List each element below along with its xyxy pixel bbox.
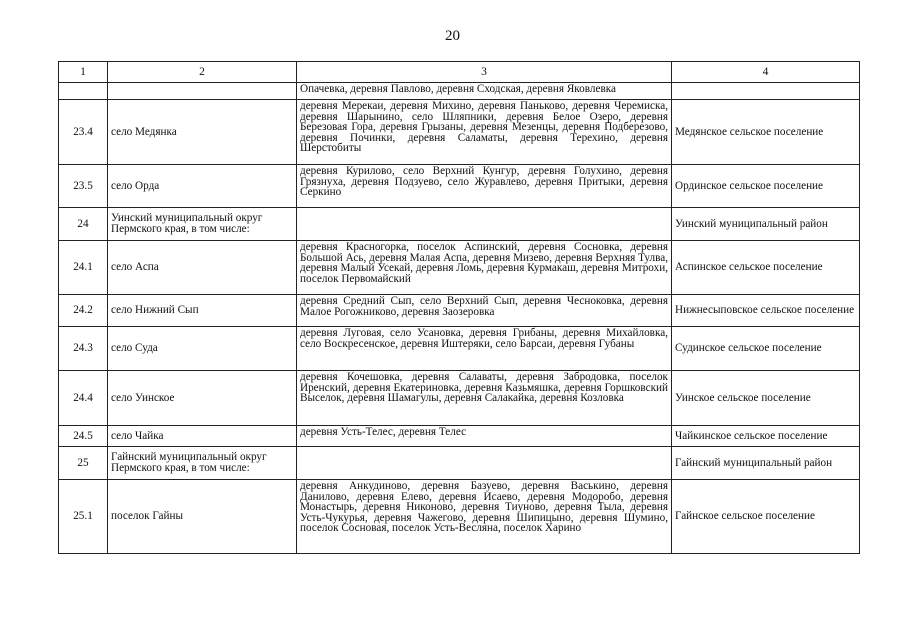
row-municipality: Гайнский муниципальный район <box>672 447 860 480</box>
row-locality: село Орда <box>108 165 297 208</box>
table-row <box>59 327 860 371</box>
table-row <box>59 426 860 447</box>
table-row <box>59 447 860 480</box>
row-number: 24 <box>59 208 108 241</box>
row-locality: село Уинское <box>108 371 297 426</box>
page-number: 20 <box>445 28 460 44</box>
row-settlements <box>297 447 672 480</box>
row-settlements: деревня Мерекаи, деревня Михино, деревня Паньково, деревня Черемиска, деревня Шарынино, село Шляпники, деревня Белое Озеро, деревня Березовая Гора, деревня Грызаны, деревня Мезенцы, деревня Подберезово, деревня Починки, деревня Саламаты, деревня Терехино, деревня Шерстобиты <box>297 100 672 165</box>
row-number <box>59 83 108 100</box>
row-locality <box>108 83 297 100</box>
column-header-3: 3 <box>297 62 672 83</box>
row-locality: Уинский муниципальный округ Пермского края, в том числе: <box>108 208 297 241</box>
row-number: 24.2 <box>59 295 108 327</box>
row-municipality: Чайкинское сельское поселение <box>672 426 860 447</box>
row-settlements: деревня Анкудиново, деревня Базуево, деревня Васькино, деревня Данилово, деревня Елево, деревня Исаево, деревня Модоробо, деревня Монастырь, деревня Никоново, деревня Тиуново, деревня Тыла, деревня Усть-Чукурья, деревня Чажегово, деревня Шипицыно, деревня Шумино, поселок Сосновая, поселок Усть-Весляна, поселок Харино <box>297 480 672 554</box>
row-locality: село Суда <box>108 327 297 371</box>
table-row <box>59 371 860 426</box>
row-locality: село Нижний Сып <box>108 295 297 327</box>
settlements-table <box>58 61 860 554</box>
row-settlements: деревня Кочешовка, деревня Салаваты, деревня Забродовка, поселок Иренский, деревня Екатериновка, деревня Казьмяшка, деревня Горшковский Выселок, деревня Шамагулы, деревня Салакайка, деревня Козловка <box>297 371 672 426</box>
row-municipality: Нижнесыповское сельское поселение <box>672 295 860 327</box>
row-municipality: Гайнское сельское поселение <box>672 480 860 554</box>
row-number: 23.5 <box>59 165 108 208</box>
row-municipality: Медянское сельское поселение <box>672 100 860 165</box>
table-row <box>59 100 860 165</box>
row-settlements: деревня Усть-Телес, деревня Телес <box>297 426 672 447</box>
table-row <box>59 83 860 100</box>
row-number: 23.4 <box>59 100 108 165</box>
table-row <box>59 208 860 241</box>
row-locality: село Аспа <box>108 241 297 295</box>
row-municipality: Судинское сельское поселение <box>672 327 860 371</box>
row-municipality: Аспинское сельское поселение <box>672 241 860 295</box>
table-row <box>59 165 860 208</box>
column-header-4: 4 <box>672 62 860 83</box>
row-number: 25 <box>59 447 108 480</box>
row-number: 24.1 <box>59 241 108 295</box>
row-municipality: Ординское сельское поселение <box>672 165 860 208</box>
column-header-2: 2 <box>108 62 297 83</box>
row-number: 24.4 <box>59 371 108 426</box>
row-settlements: деревня Курилово, село Верхний Кунгур, деревня Голухино, деревня Грязнуха, деревня Подзуево, село Журавлево, деревня Притыки, деревня Серкино <box>297 165 672 208</box>
row-settlements <box>297 208 672 241</box>
row-locality: Гайнский муниципальный округ Пермского края, в том числе: <box>108 447 297 480</box>
row-settlements: Опачевка, деревня Павлово, деревня Сходская, деревня Яковлевка <box>297 83 672 100</box>
row-number: 25.1 <box>59 480 108 554</box>
column-header-1: 1 <box>59 62 108 83</box>
row-settlements: деревня Красногорка, поселок Аспинский, деревня Сосновка, деревня Большой Ась, деревня Малая Аспа, деревня Мизево, деревня Верхняя Тулва, деревня Малый Усекай, деревня Ломь, деревня Курмакаш, деревня Митрохи, поселок Первомайский <box>297 241 672 295</box>
row-locality: село Чайка <box>108 426 297 447</box>
table-row <box>59 295 860 327</box>
row-municipality: Уинский муниципальный район <box>672 208 860 241</box>
row-number: 24.5 <box>59 426 108 447</box>
table-row <box>59 241 860 295</box>
row-number: 24.3 <box>59 327 108 371</box>
row-municipality <box>672 83 860 100</box>
table-row <box>59 480 860 554</box>
row-settlements: деревня Средний Сып, село Верхний Сып, деревня Чесноковка, деревня Малое Рогожниково, деревня Заозеровка <box>297 295 672 327</box>
row-locality: село Медянка <box>108 100 297 165</box>
row-municipality: Уинское сельское поселение <box>672 371 860 426</box>
row-settlements: деревня Луговая, село Усановка, деревня Грибаны, деревня Михайловка, село Воскресенское, деревня Иштеряки, село Барсаи, деревня Губаны <box>297 327 672 371</box>
row-locality: поселок Гайны <box>108 480 297 554</box>
table-header-row <box>59 62 860 83</box>
